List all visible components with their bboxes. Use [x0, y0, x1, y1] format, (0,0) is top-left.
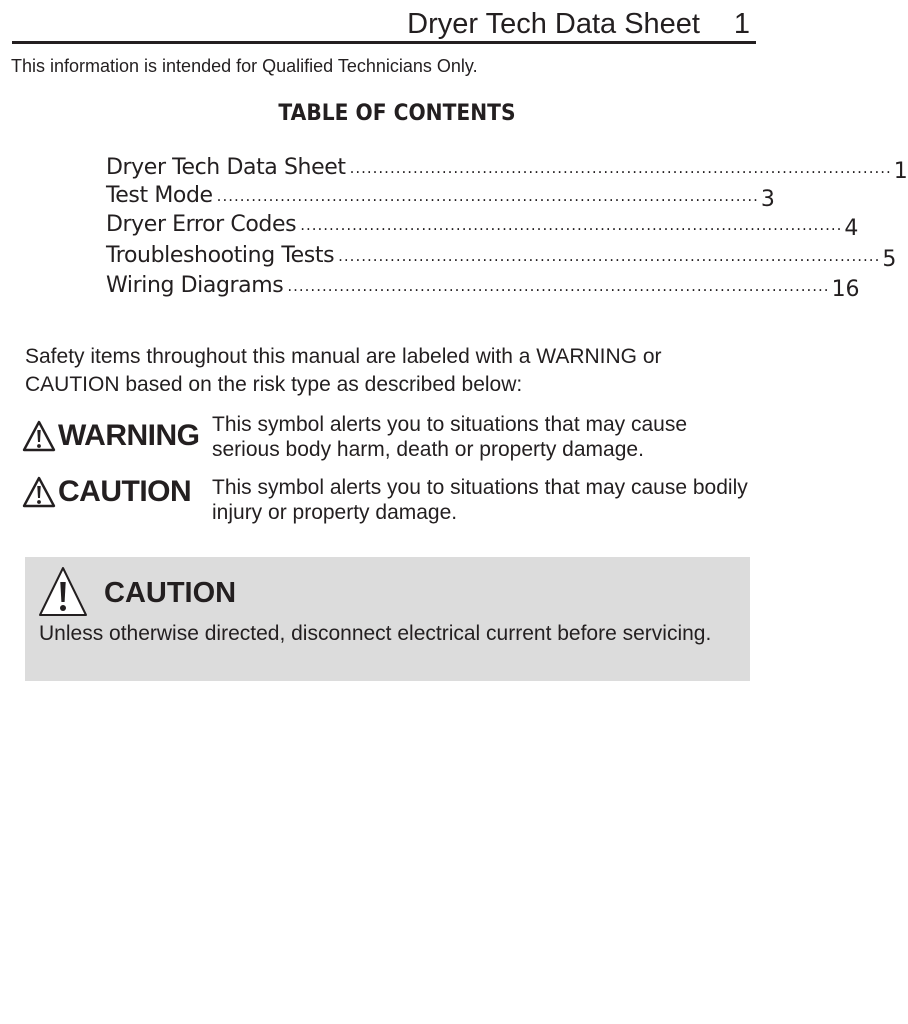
- toc-entry[interactable]: [106, 209, 859, 241]
- toc-entry-page: 3: [760, 187, 775, 212]
- toc-entry-page: 16: [831, 277, 860, 302]
- toc-entry-page: 5: [882, 247, 897, 272]
- warning-triangle-icon: [22, 419, 56, 453]
- toc-heading: TABLE OF CONTENTS: [278, 101, 516, 126]
- toc-leader-dots: ..............................................................................................: [338, 247, 881, 265]
- toc-entry-label: Dryer Error Codes: [106, 212, 297, 237]
- warning-label: [22, 416, 200, 456]
- caution-callout-title: CAUTION: [104, 577, 237, 609]
- page-number: 1: [733, 8, 750, 40]
- qualified-technicians-notice: This information is intended for Qualified Technicians Only.: [11, 56, 478, 76]
- toc-entry-label: Dryer Tech Data Sheet: [106, 155, 346, 180]
- toc-entry-label: Troubleshooting Tests: [106, 243, 335, 268]
- toc-leader-dots: ..............................................................................................: [349, 159, 892, 177]
- warning-triangle-icon: [37, 565, 89, 619]
- toc-leader-dots: ..............................................................................................: [287, 277, 830, 295]
- toc-entry-page: 4: [844, 216, 859, 241]
- document-title: Dryer Tech Data Sheet: [407, 8, 700, 40]
- toc-entry-label: Test Mode: [106, 183, 213, 208]
- warning-word: WARNING: [58, 419, 200, 452]
- safety-intro: Safety items throughout this manual are labeled with a WARNING or CAUTION based on the risk type as described below:: [25, 345, 662, 396]
- caution-word: CAUTION: [58, 475, 192, 508]
- caution-label: [22, 472, 191, 512]
- warning-description: This symbol alerts you to situations that may cause serious body harm, death or property damage.: [212, 413, 688, 461]
- toc-entry-page: 1: [893, 159, 908, 184]
- toc-entry-label: Wiring Diagrams: [106, 273, 284, 298]
- toc-leader-dots: ..............................................................................................: [300, 216, 843, 234]
- toc-entry[interactable]: [106, 152, 908, 184]
- toc-leader-dots: ..............................................................................................: [216, 187, 759, 205]
- toc-entry[interactable]: [106, 270, 860, 302]
- caution-callout-text: Unless otherwise directed, disconnect electrical current before servicing.: [39, 622, 712, 645]
- caution-description: This symbol alerts you to situations that may cause bodily injury or property damage.: [212, 476, 748, 524]
- toc-entry[interactable]: [106, 180, 775, 212]
- caution-callout: [25, 557, 750, 681]
- page-header: [12, 0, 756, 44]
- toc-entry[interactable]: [106, 240, 897, 272]
- warning-triangle-icon: [22, 475, 56, 509]
